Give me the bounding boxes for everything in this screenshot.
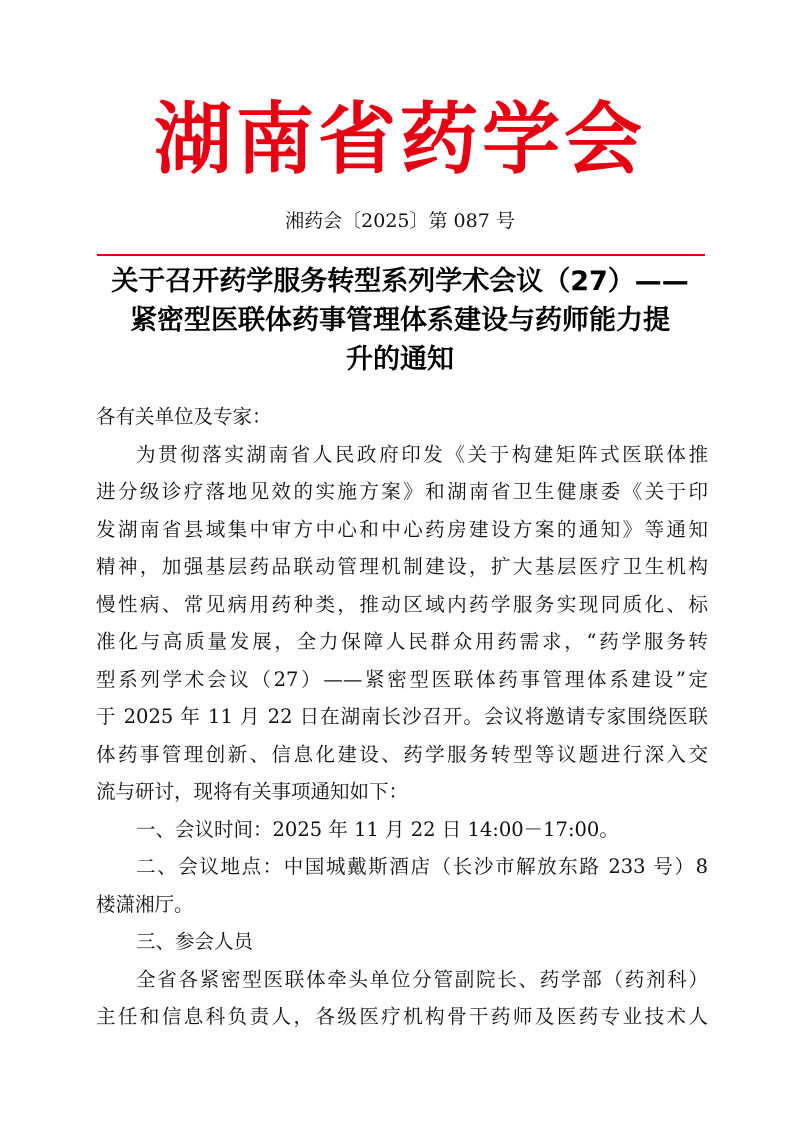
document-number: 湘药会〔2025〕第 087 号 (285, 210, 515, 232)
meeting-location: 二、会议地点：中国城戴斯酒店（长沙市解放东路 233 号）8 (136, 855, 708, 878)
body-line: 为贯彻落实湖南省人民政府印发《关于构建矩阵式医联体推 (136, 442, 708, 466)
salutation: 各有关单位及专家： (96, 405, 272, 428)
title-line: 紧密型医联体药事管理体系建设与药师能力提 (130, 305, 670, 336)
notice-body (96, 398, 708, 1036)
red-divider-line (97, 254, 705, 256)
title-line: 升的通知 (346, 344, 454, 375)
meeting-location-cont: 楼潇湘厅。 (96, 892, 194, 916)
organization-header: 湖南省药学会 (153, 94, 646, 185)
title-line: 关于召开药学服务转型系列学术会议（27）—— (111, 266, 689, 297)
body-line: 体药事管理创新、信息化建设、药学服务转型等议题进行深入交 (96, 742, 708, 766)
body-line: 全省各紧密型医联体牵头单位分管副院长、药学部（药剂科） (136, 967, 708, 991)
body-line: 型系列学术会议（27）——紧密型医联体药事管理体系建设”定 (96, 667, 708, 691)
body-line: 主任和信息科负责人，各级医疗机构骨干药师及医药专业技术人 (96, 1005, 708, 1028)
body-line: 进分级诊疗落地见效的实施方案》和湖南省卫生健康委《关于印 (96, 480, 708, 503)
body-line: 于 2025 年 11 月 22 日在湖南长沙召开。会议将邀请专家围绕医联 (96, 705, 708, 728)
body-line: 准化与高质量发展，全力保障人民群众用药需求，“药学服务转 (96, 630, 708, 653)
body-line: 流与研讨，现将有关事项通知如下： (96, 780, 409, 803)
notice-title (90, 262, 710, 379)
body-line: 精神，加强基层药品联动管理机制建设，扩大基层医疗卫生机构 (96, 555, 708, 578)
body-line: 发湖南省县域集中审方中心和中心药房建设方案的通知》等通知 (96, 517, 708, 541)
meeting-time: 一、会议时间：2025 年 11 月 22 日 14:00－17:00。 (136, 817, 619, 841)
body-line: 慢性病、常见病用药种类，推动区域内药学服务实现同质化、标 (96, 592, 708, 616)
section-heading-attendees: 三、参会人员 (136, 930, 254, 953)
